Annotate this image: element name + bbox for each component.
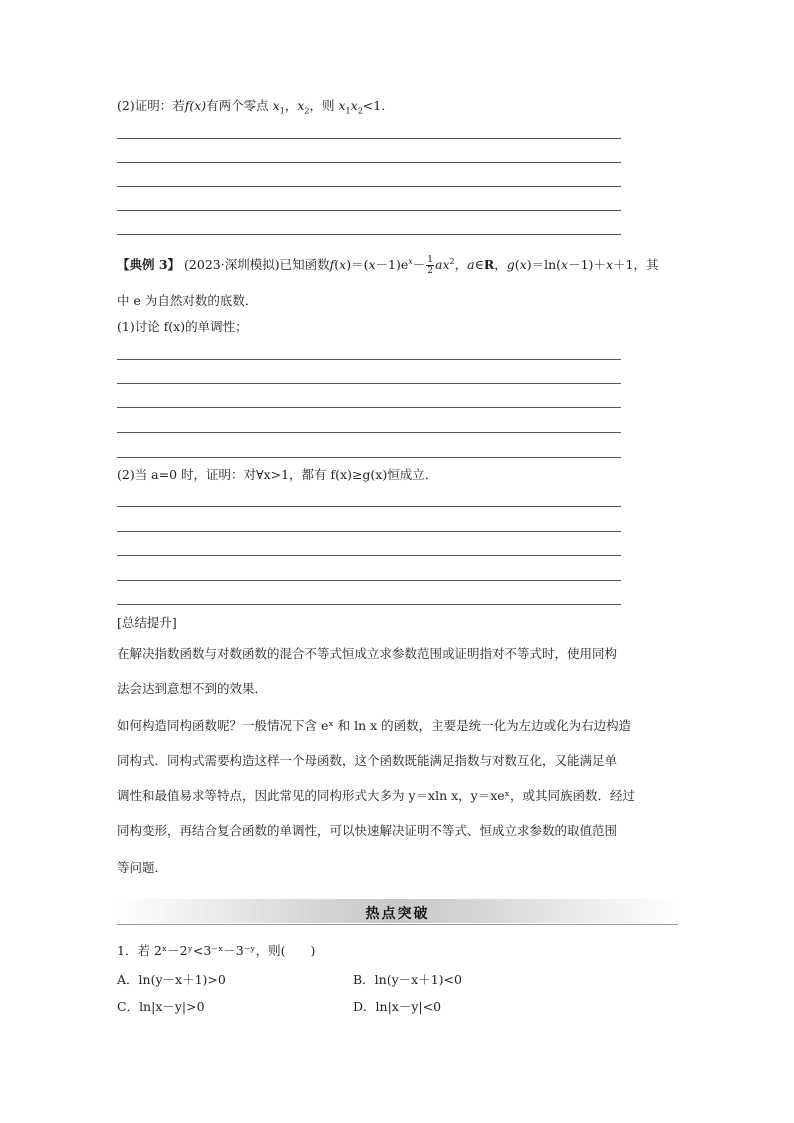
example3-line2: 中 e 为自然对数的底数． xyxy=(117,293,258,308)
answer-line xyxy=(117,457,621,458)
answer-line xyxy=(117,604,621,605)
answer-line xyxy=(117,432,621,433)
answer-line xyxy=(117,555,621,556)
answer-line xyxy=(117,359,621,360)
answer-line xyxy=(117,162,621,163)
answer-line xyxy=(117,234,621,235)
answer-line xyxy=(117,138,621,139)
example3-q1: (1)讨论 f(x)的单调性； xyxy=(117,319,248,334)
section-banner-title: 热点突破 xyxy=(365,906,430,922)
section-banner xyxy=(117,899,678,923)
answer-line xyxy=(117,383,621,384)
answer-line xyxy=(117,506,621,507)
part2-label: (2)证明：若 xyxy=(117,98,185,113)
part2-rest: 有两个零点 xyxy=(206,98,269,113)
summary-paragraph2-line5: 等问题． xyxy=(117,860,168,875)
summary-paragraph1-line2: 法会达到意想不到的效果． xyxy=(117,681,268,696)
answer-line xyxy=(117,580,621,581)
summary-paragraph1-line1: 在解决指数函数与对数函数的混合不等式恒成立求参数范围或证明指对不等式时，使用同构 xyxy=(117,646,618,661)
choice-c[interactable]: C．ln|x－y|>0 xyxy=(117,999,205,1014)
choice-d[interactable]: D．ln|x－y|<0 xyxy=(353,999,442,1014)
part2-fx: f(x) xyxy=(184,98,207,113)
answer-line xyxy=(117,407,621,408)
example3-label: 【典例 3】 xyxy=(117,257,181,273)
example3-source: (2023·深圳模拟)已知函数 xyxy=(184,257,330,273)
summary-title: [总结提升] xyxy=(117,615,177,630)
choice-b[interactable]: B．ln(y－x＋1)<0 xyxy=(353,972,462,987)
answer-line xyxy=(117,210,621,211)
answer-line xyxy=(117,186,621,187)
part2-question: (2)证明：若f(x)有两个零点 $x_1$，$x_2$，则 $x_1x_2<1$. xyxy=(117,98,386,116)
summary-paragraph2-line4: 同构变形，再结合复合函数的单调性，可以快速解决证明不等式、恒成立求参数的取值范围 xyxy=(117,823,618,838)
summary-paragraph2-line3: 调性和最值易求等特点，因此常见的同构形式大多为 y＝xln x，y＝xeˣ，或其同族函数．经过 xyxy=(117,788,635,803)
banner-divider xyxy=(117,924,678,925)
summary-paragraph2-line1: 如何构造同构函数呢？一般情况下含 eˣ 和 ln x 的函数，主要是统一化为左边或化为右边构造 xyxy=(117,718,632,733)
summary-paragraph2-line2: 同构式．同构式需要构造这样一个母函数，这个函数既能满足指数与对数互化，又能满足单 xyxy=(117,753,618,768)
part2-ineq: <1. xyxy=(362,98,386,113)
question1-stem: 1．若 2ˣ－2ʸ<3⁻ˣ－3⁻ʸ，则( ) xyxy=(117,943,316,958)
example3-line1: 【典例 3】 (2023·深圳模拟)已知函数$f(x)=(x-1)e^x-$ $\frac{1}{2}$ $ax^2$，a∈R，g(x)＝ln(x－1)＋x＋1，其 xyxy=(117,255,659,277)
choice-a[interactable]: A．ln(y－x＋1)>0 xyxy=(117,972,226,987)
answer-line xyxy=(117,531,621,532)
example3-q2: (2)当 a=0 时，证明：对∀x>1，都有 f(x)≥g(x)恒成立． xyxy=(117,467,438,482)
